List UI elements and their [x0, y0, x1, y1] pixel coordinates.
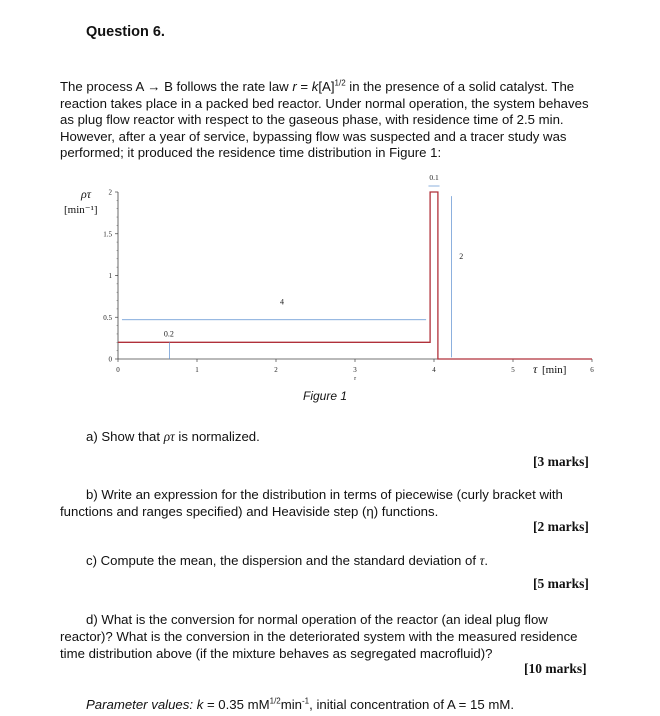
y-tick-label: 0.5 — [103, 313, 112, 322]
annotation-0.1: 0.1 — [429, 173, 439, 182]
y-tick-label: 2 — [108, 188, 112, 197]
y-tick-label: 0 — [108, 355, 112, 364]
question-b-line-2: functions and ranges specified) and Heaviside step (η) functions. — [60, 504, 439, 519]
x-tick-label: 3 — [353, 366, 357, 374]
annotation-2: 2 — [459, 251, 464, 261]
x-tick-label: 5 — [511, 366, 515, 374]
intro-line-3: as plug flow reactor with respect to the gaseous phase, with residence time of 2.5 min. — [60, 112, 564, 128]
question-b-line-1: b) Write an expression for the distribution in terms of piecewise (curly bracket with — [86, 487, 563, 502]
x-tick-label: 4 — [432, 366, 436, 374]
annotation-0.2: 0.2 — [163, 329, 174, 339]
y-tick-label: 1.5 — [103, 230, 112, 239]
question-d-line-1: d) What is the conversion for normal operation of the reactor (an ideal plug flow — [86, 612, 548, 627]
question-c: c) Compute the mean, the dispersion and the standard deviation of τ. — [86, 553, 489, 568]
question-title: Question 6. — [86, 24, 165, 40]
question-a: a) Show that ρτ is normalized. — [86, 429, 260, 444]
rtd-chart — [64, 173, 594, 382]
intro-line-2: reaction takes place in a packed bed reactor. Under normal operation, the system behaves — [60, 95, 589, 111]
annotation-4: 4 — [279, 297, 284, 307]
y-axis-unit: [min⁻¹] — [64, 204, 98, 216]
question-d-line-3: time distribution above (if the mixture behaves as segregated macrofluid)? — [60, 646, 493, 661]
marks-b: [2 marks] — [533, 519, 589, 534]
marks-c: [5 marks] — [533, 576, 589, 591]
parameter-values: Parameter values: k = 0.35 $mM^{1/2}\min^{-1}$, initial concentration of A = 15 mM. — [86, 696, 515, 712]
intro-line-1: The process A → B follows the rate law $r = k[A]^{1/2}$ in the presence of a solid catalyst. The — [60, 78, 575, 94]
y-axis-symbol: ρτ — [81, 187, 92, 201]
x-tick-label: 2 — [274, 366, 278, 374]
x-axis-letter: τ — [353, 376, 357, 382]
figure-caption: Figure 1 — [303, 389, 348, 403]
marks-a: [3 marks] — [533, 454, 589, 469]
y-tick-label: 1 — [108, 272, 112, 280]
intro-line-5: performed; it produced the residence time distribution in Figure 1: — [60, 145, 442, 161]
question-d-line-2: reactor)? What is the conversion in the deteriorated system with the measured residence — [60, 629, 578, 644]
x-tick-label: 1 — [195, 366, 199, 374]
marks-d: [10 marks] — [524, 661, 587, 676]
rtd-curve — [118, 192, 592, 359]
x-axis-symbol: τ — [533, 362, 538, 376]
x-axis-unit: [min] — [542, 364, 567, 376]
x-tick-label: 0 — [116, 366, 120, 374]
intro-line-4: However, after a year of service, bypassing flow was suspected and a tracer study was — [60, 128, 567, 144]
x-tick-label: 6 — [590, 366, 594, 374]
